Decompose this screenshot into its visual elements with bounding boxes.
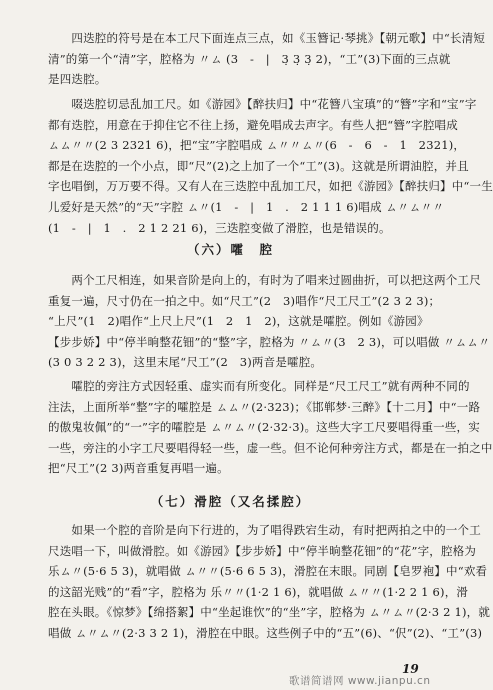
paragraph-sidie-qiang	[48, 28, 486, 90]
text-line: 如果一个腔的音阶是向下行进的，为了唱得跌宕生动，有时把两拍之中的一个工	[48, 523, 481, 537]
text-line: 乐ㄙ〃(5·6 5 3)，就唱做 ㄙ〃〃(5·6 6 5 3)，滑腔在末眼。同剧【皂罗袍】中“欢看	[48, 564, 488, 579]
text-line: 腔在头眼。《惊梦》【绵搭絮】中“坐起谁忺”的“坐”字，腔格为 ㄙ〃ㄙ〃(2·3 2 1)，就	[48, 605, 491, 620]
section-heading-7: （七）滑腔（又名揉腔）	[150, 494, 311, 509]
text-line: ㄙㄙ〃〃(2 3 2321 6)，把“宝”字腔唱成 ㄙ〃〃ㄙ〃(6 - 6 - 1 2321)，	[48, 138, 466, 153]
text-line: 字也唱倒，万万要不得。又有人在三迭腔中乱加工尺，如把《游园》【醉扶归】中“一生	[48, 179, 493, 194]
text-line: 四迭腔的符号是在本工尺下面连点三点，如《玉簪记·琴挑》【朝元歌】中“长清短	[48, 31, 486, 45]
text-line: 的傲鬼妆佩”的“一”字的嚯腔是 ㄙ〃ㄙ〃(2·32·3)。这些大字工尺要唱得重一些，实	[48, 420, 480, 435]
text-line: 重复一遍，尺寸仍在一拍之中。如“尺工”(2 3)唱作“尺工尺工”(2 3 2 3)；	[48, 293, 441, 308]
text-line: “上尺”(1 2)唱作“上尺上尺”(1 2 1 2)，这就是嚯腔。例如《游园》	[48, 314, 429, 329]
text-line: 唱做 ㄙ〃ㄙ〃(2·3 3 2 1)，滑腔在中眼。这些例子中的“五”(6)、“伬”(2)、“工”(3)	[48, 625, 483, 640]
site-watermark: 歌谱简谱网 www.jianpu.cn	[289, 675, 431, 687]
text-line: 尺迭唱一下，叫做滑腔。如《游园》【步步娇】中“停半晌整花钿”的“花”字，腔格为	[48, 543, 477, 558]
text-line: 儿爱好是天然”的“天”字腔 ㄙ〃(1 - | 1 . 2 1 1 1 6)唱成 ㄙ〃ㄙ〃〃	[48, 199, 445, 214]
page-number: 19	[402, 662, 419, 676]
text-line: 都是在迭腔的一个小点，即“尺”(2)之上加了一个“工”(3)。这就是所谓油腔，并且	[48, 158, 469, 173]
text-line: (3 0 3 2 2 3)，这里末尾“尺工”(2 3)两音是嚯腔。	[48, 355, 323, 370]
text-line: 啜迭腔切忌乱加工尺。如《游园》【醉扶归】中“花簪八宝瑱”的“簪”字和“宝”字	[48, 97, 477, 111]
text-line: 注法，上面所举“整”字的嚯腔是 ㄙㄙ〃(2·323)；《邯郸梦·三醉》【十二月】中“一路	[48, 399, 481, 414]
text-line: 两个工尺相连，如果音阶是向上的，有时为了唱来过圆曲折，可以把这两个工尺	[48, 273, 481, 287]
text-line: 把“尺工”(2 3)两音重复再唱一遍。	[48, 461, 229, 476]
paragraph-diechang-qiang	[48, 94, 493, 238]
paragraph-hua-qiang	[48, 520, 491, 644]
text-line: 都有迭腔，用意在于抑住它不往上扬，避免唱成去声字。有些人把“簪”字腔唱成	[48, 117, 458, 132]
section-heading-6: （六）嚯 腔	[186, 242, 274, 257]
text-line: 嚯腔的旁注方式因轻重、虚实而有所变化。同样是“尺工尺工”就有两种不同的	[48, 379, 470, 393]
paragraph-huo-qiang-2	[48, 376, 493, 479]
paragraph-huo-qiang-1	[48, 270, 491, 373]
text-line: 的这韶光贱”的“看”字，腔格为 乐〃〃(1·2 1 6)，就唱做 ㄙ〃〃(1·2 2 1 6)，滑	[48, 584, 469, 599]
text-line: 【步步娇】中“停半晌整花钿”的“整”字，腔格为 〃ㄙ〃(3 2 3)，可以唱做 〃ㄙㄙ〃	[48, 334, 491, 349]
text-line: 一些，旁注的小字工尺要唱得轻一些，虚一些。但不论何种旁注方式，都是在一拍之中	[48, 440, 493, 455]
text-line: (1 - | 1 . 2 1 2 21 6)，三迭腔变做了滑腔，也是错误的。	[48, 220, 391, 235]
text-line: 清”的第一个“清”字，腔格为 〃ㄙ (3 - | 3̣ 3̣ 3̣ 2)，“工”(3)下面的三点就	[48, 51, 451, 66]
text-line: 是四迭腔。	[48, 72, 107, 87]
